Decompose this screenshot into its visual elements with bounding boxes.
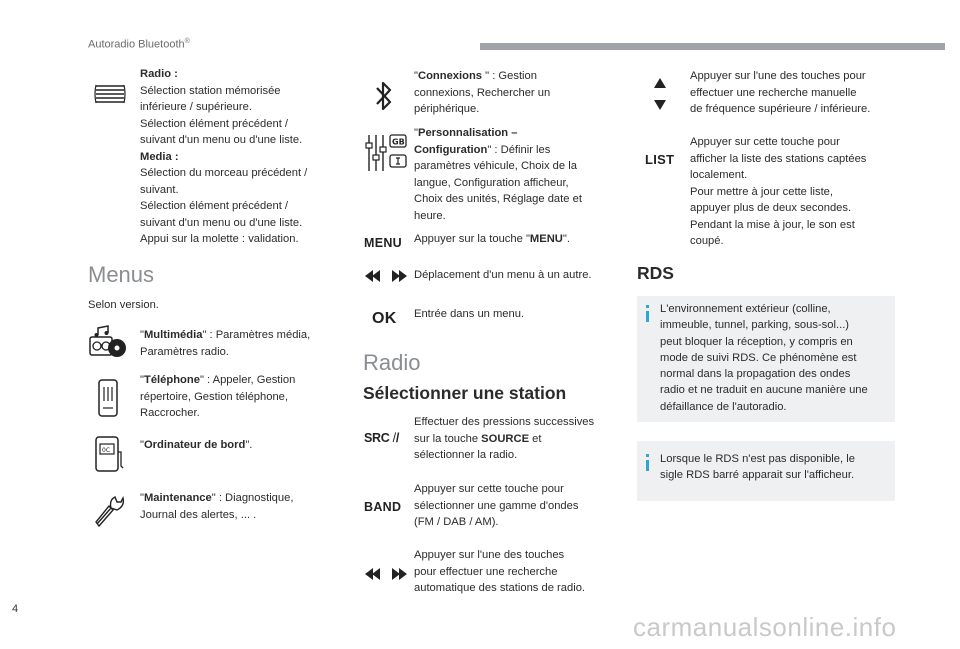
header-title: Autoradio Bluetooth® [88,38,190,51]
settings-sliders-icon [364,133,408,173]
version-note: Selon version. [88,299,159,311]
maintenance-text: "Maintenance" : Diagnostique, Journal des alertes, ... . [140,492,294,521]
bluetooth-icon [374,79,394,113]
seek-arrows-icon [364,566,408,582]
select-station-heading: Sélectionner une station [363,383,567,403]
trip-computer-text: "Ordinateur de bord". [140,439,253,451]
info-icon [646,460,649,471]
src-button-label: SRC // [364,431,400,445]
band-text: Appuyer sur cette touche pour sélectionner une gamme d'ondes (FM / DAB / AM). [414,483,579,528]
rds-heading: RDS [637,263,674,283]
page-number: 4 [12,603,19,615]
radio-media-description: Radio : Sélection station mémorisée inférieure / supérieure. Sélection élément précédent / suivant d'un menu ou d'une liste. Media : Sélection du morceau précédent / suivant. Sélection élément précédent / suivant d'un menu ou d'une liste. Appui sur la molette : validation. [140,68,308,245]
info-icon-dot [646,305,649,308]
info-icon-dot [646,454,649,457]
connexions-text: "Connexions " : Gestion connexions, Rechercher un périphérique. [414,70,551,115]
svg-text:0C: 0C [102,447,111,454]
ok-button-text: Entrée dans un menu. [414,308,525,320]
trip-computer-icon [94,436,124,474]
seek-text: Appuyer sur l'une des touches pour effectuer une recherche automatique des stations de radio. [414,549,586,594]
menu-button-text: Appuyer sur la touche "MENU". [414,233,570,245]
list-button-label: LIST [645,152,675,167]
updown-text: Appuyer sur l'une des touches pour effectuer une recherche manuelle de fréquence supérieure / inférieure. [690,70,871,115]
multimedia-text: "Multimédia" : Paramètres média, Paramètres radio. [140,329,311,358]
up-down-arrows-icon [653,77,667,111]
info-text-rds-unavailable: Lorsque le RDS n'est pas disponible, le sigle RDS barré apparait sur l'afficheur. [660,453,855,482]
wrench-icon [93,494,125,528]
ok-button-label: OK [372,310,397,327]
wheel-scroll-icon [94,84,126,104]
multimedia-icon [88,325,130,359]
info-icon [646,311,649,322]
telephone-icon [97,379,119,417]
navigation-text: Déplacement d'un menu à un autre. [414,269,592,281]
watermark: carmanualsonline.info [633,612,897,642]
list-text: Appuyer sur cette touche pour afficher la liste des stations captées localement. Pour mettre à jour cette liste, appuyer plus de deux secondes. Pendant la mise à jour, le son est coupé. [690,136,867,247]
src-text: Effectuer des pressions successives sur la touche SOURCE et sélectionner la radio. [414,416,595,461]
gb-badge-text: GB [392,137,405,147]
radio-heading: Radio [363,350,421,375]
header-bar [480,43,945,50]
menu-button-label: MENU [364,236,403,250]
personnalisation-text: "Personnalisation – Configuration" : Définir les paramètres véhicule, Choix de la langue, Configuration afficheur, Choix des unités, Réglage date et heure. [414,127,582,222]
left-right-arrows-icon [364,268,408,284]
menus-heading: Menus [88,262,155,287]
band-button-label: BAND [364,500,402,514]
telephone-text: "Téléphone" : Appeler, Gestion répertoire, Gestion téléphone, Raccrocher. [140,374,296,419]
info-text-reception: L'environnement extérieur (colline, immeuble, tunnel, parking, sous-sol...) peut bloquer la réception, y compris en mode de suivi RDS. Ce phénomène est normal dans la propagation des ondes radio et ne traduit en aucune manière une défaillance de l'autoradio. [660,303,868,413]
